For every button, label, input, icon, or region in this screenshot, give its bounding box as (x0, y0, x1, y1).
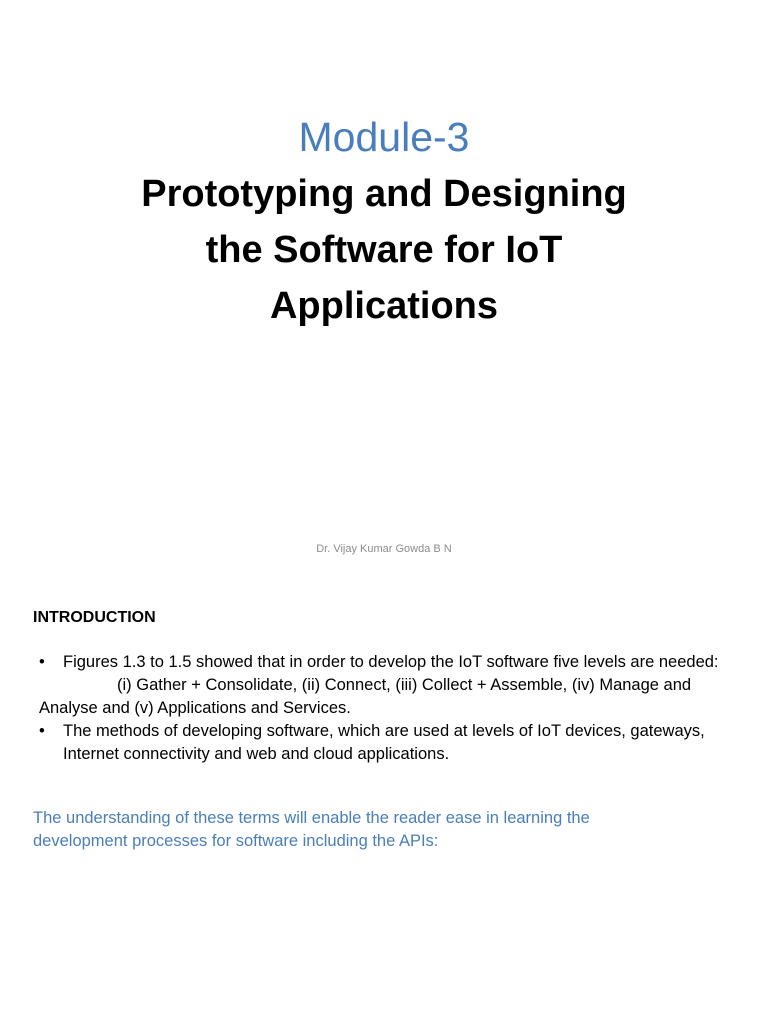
section-heading: INTRODUCTION (33, 609, 156, 626)
main-title-line: the Software for IoT (205, 229, 563, 271)
conclusion-text: The understanding of these terms will enable the reader ease in learning the development processes for software including the APIs: (33, 809, 590, 850)
introduction-section (33, 607, 748, 766)
module-title: Module-3 (298, 114, 470, 160)
bullet-item (33, 720, 748, 766)
bullet-icon: • (39, 653, 45, 671)
bullet-list (33, 651, 748, 766)
main-title (0, 166, 768, 334)
author-name: Dr. Vijay Kumar Gowda B N (316, 543, 452, 555)
bullet-icon: • (39, 722, 45, 740)
bullet-item (33, 651, 748, 720)
bullet-text: The methods of developing software, which are used at levels of IoT devices, gateways, Internet connectivity and web and cloud applications. (63, 722, 705, 763)
bullet-text: Figures 1.3 to 1.5 showed that in order to develop the IoT software five levels are needed: (63, 653, 719, 671)
main-title-line: Prototyping and Designing (141, 173, 627, 215)
bullet-continuation: (i) Gather + Consolidate, (ii) Connect, (iii) Collect + Assemble, (iv) Manage and Analyse and (v) Applications and Services. (39, 676, 692, 717)
main-title-line: Applications (269, 285, 499, 327)
title-slide (0, 112, 768, 334)
